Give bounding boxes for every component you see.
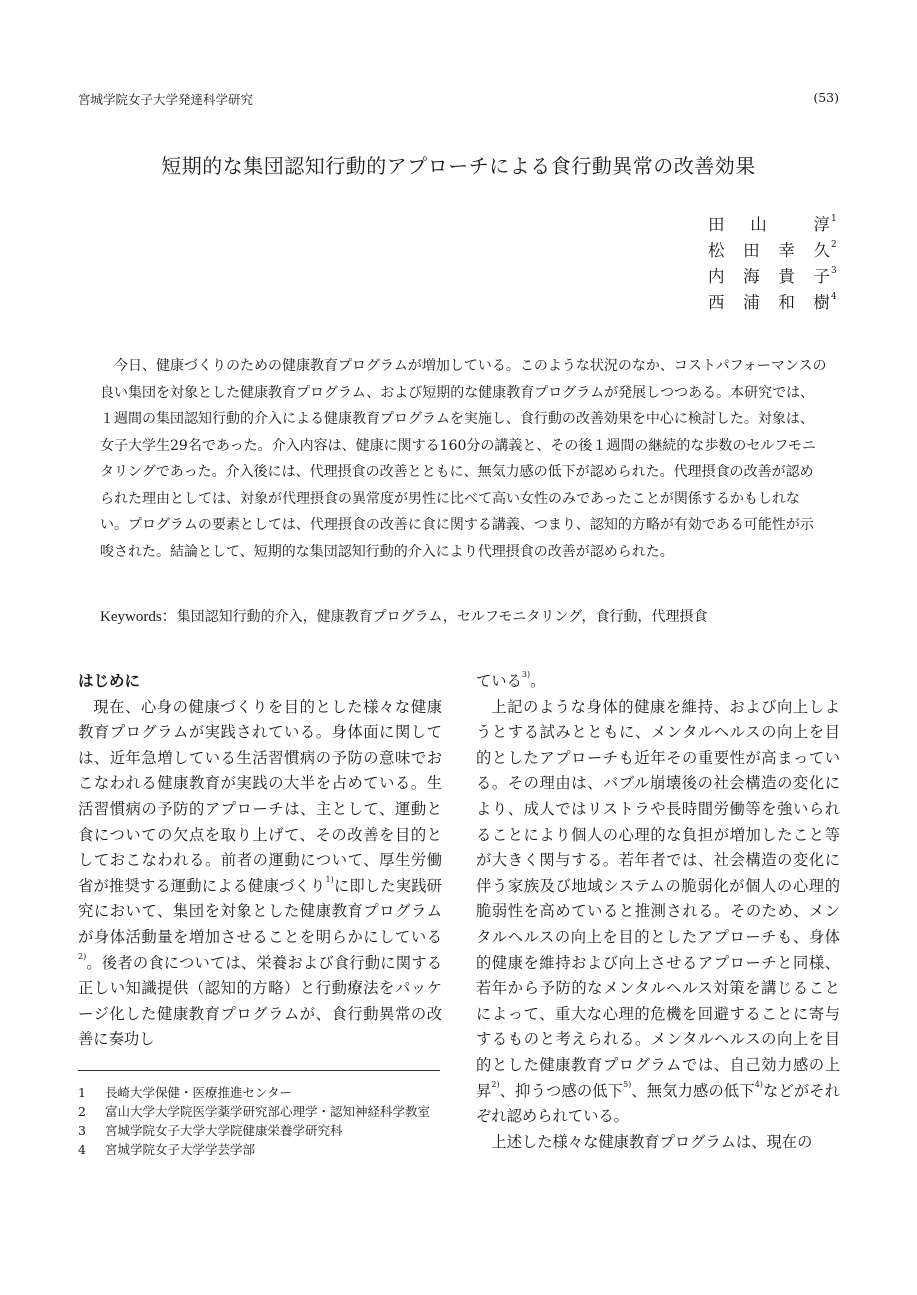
keywords — [100, 606, 840, 628]
footnote-text: 宮城学院女子大学大学院健康栄養学研究科 — [105, 1123, 343, 1138]
paragraph-text: 、無気力感の低下 — [631, 1081, 755, 1100]
footnote-text: 富山大学大学院医学薬学研究部心理学・認知神経科学教室 — [105, 1104, 431, 1119]
citation-ref: 2) — [491, 1079, 500, 1089]
citation-ref: 3) — [521, 670, 531, 679]
author-affiliation-mark: 3 — [831, 266, 837, 276]
footnote — [78, 1102, 440, 1121]
footnote-text: 長崎大学保健・医療推進センター — [105, 1085, 293, 1100]
paragraph-text: に即した実践研究において、集団を対象とした健康教育プログラムが身体活動量を増加させることを明らかにしている — [78, 876, 442, 946]
body-column-left — [78, 669, 442, 1053]
paragraph-text: 現在、心身の健康づくりを目的とした様々な健康教育プログラムが実践されている。身体面に関しては、近年急増している生活習慣病の予防の意味でおこなわれる健康教育が実践の大半を占めている。生活習慣病の予防的アプローチは、主として、運動と食についての欠点を取り上げて、その改善を目的としておこなわれる。前者の運動について、厚生労働省が推奨する運動による健康づくり — [78, 697, 442, 895]
body-paragraph: 上述した様々な健康教育プログラムは、現在の — [491, 1132, 813, 1151]
footnotes — [78, 1083, 440, 1159]
author-affiliation-mark: 4 — [831, 292, 837, 302]
citation-ref: 5) — [623, 1079, 632, 1089]
footnote — [78, 1083, 440, 1102]
body-paragraph — [78, 695, 442, 1053]
paragraph-text: 上記のような身体的健康を維持、および向上しようとする試みとともに、メンタルヘルスの向上を目的としたアプローチも近年その重要性が高まっている。その理由は、バブル崩壊後の社会構造の変化により、成人ではリストラや長時間労働等を強いられることにより個人の心理的な負担が増加したこと等が大きく関与する。若年者では、社会構造の変化に伴う家族及び地域システムの脆弱化が個人の心理的脆弱性を高めていると推測される。そのため、メンタルヘルスの向上を目的としたアプローチも、身体的健康を維持および向上させるアプローチと同様、若年から予防的なメンタルヘルス対策を講じることによって、重大な心理的危機を回避することに寄与するものと考えられる。メンタルヘルスの向上を目的とした健康教育プログラムでは、自己効力感の上昇 — [476, 697, 840, 1100]
footnote-number: 4 — [78, 1142, 86, 1157]
author-list — [708, 212, 858, 316]
body-paragraph-continued — [476, 669, 840, 695]
paper-title: 短期的な集団認知行動的アプローチによる食行動異常の改善効果 — [161, 154, 756, 178]
paragraph-text: 。 — [530, 672, 546, 690]
footnote-number: 2 — [78, 1104, 86, 1119]
page-number: (53) — [813, 90, 839, 105]
citation-ref: 2) — [78, 951, 87, 961]
citation-ref: 4) — [754, 1079, 763, 1089]
abstract: 今日、健康づくりのための健康教育プログラムが増加している。このような状況のなか、コストパフォーマンスの良い集団を対象とした健康教育プログラム、および短期的な健康教育プログラムが発展しつつある。本研究では、１週間の集団認知行動的介入による健康教育プログラムを実施し、食行動の改善効果を中心に検討した。対象は、女子大学生29名であった。介入内容は、健康に関する160分の講義と、その後１週間の継続的な歩数のセルフモニタリングであった。介入後には、代理摂食の改善とともに、無気力感の低下が認められた。代理摂食の改善が認められた理由としては、対象が代理摂食の異常度が男性に比べて高い女性のみであったことが関係するかもしれない。プログラムの要素としては、代理摂食の改善に食に関する講義、つまり、認知的方略が有効である可能性が示唆された。結論として、短期的な集団認知行動的介入により代理摂食の改善が認められた。 — [100, 358, 827, 560]
section-heading: はじめに — [78, 672, 141, 690]
footnote — [78, 1140, 440, 1159]
paragraph-text: 、抑うつ感の低下 — [499, 1081, 624, 1100]
footnote-divider — [78, 1070, 440, 1071]
author-affiliation-mark: 2 — [831, 240, 837, 250]
author-3 — [708, 264, 858, 290]
author-affiliation-mark: 1 — [831, 214, 837, 224]
author-name: 松 田 幸 久 — [708, 241, 830, 260]
author-name: 西 浦 和 樹 — [708, 293, 830, 312]
author-name: 田 山 淳 — [708, 215, 830, 234]
paragraph-text: ている — [476, 672, 522, 690]
author-name: 内 海 貴 子 — [708, 267, 830, 286]
footnote-number: 1 — [78, 1085, 86, 1100]
citation-ref: 1) — [325, 874, 334, 884]
footnote — [78, 1121, 440, 1140]
author-2 — [708, 238, 858, 264]
paragraph-text: 。後者の食については、栄養および食行動に関する正しい知識提供（認知的方略）と行動療法をパッケージ化した健康教育プログラムが、食行動異常の改善に奏功し — [78, 953, 442, 1049]
footnote-text: 宮城学院女子大学学芸学部 — [105, 1142, 256, 1157]
author-4 — [708, 290, 858, 316]
journal-name: 宮城学院女子大学発達科学研究 — [78, 92, 254, 107]
body-column-right — [476, 669, 840, 1155]
paragraph-text: などがそれぞれ認められている。 — [476, 1081, 840, 1126]
footnote-number: 3 — [78, 1123, 86, 1138]
author-1 — [708, 212, 858, 238]
keywords-label: Keywords： — [100, 609, 177, 625]
body-paragraph — [476, 695, 840, 1130]
keywords-terms: 集団認知行動的介入，健康教育プログラム，セルフモニタリング，食行動，代理摂食 — [176, 609, 708, 625]
running-header — [78, 90, 839, 110]
